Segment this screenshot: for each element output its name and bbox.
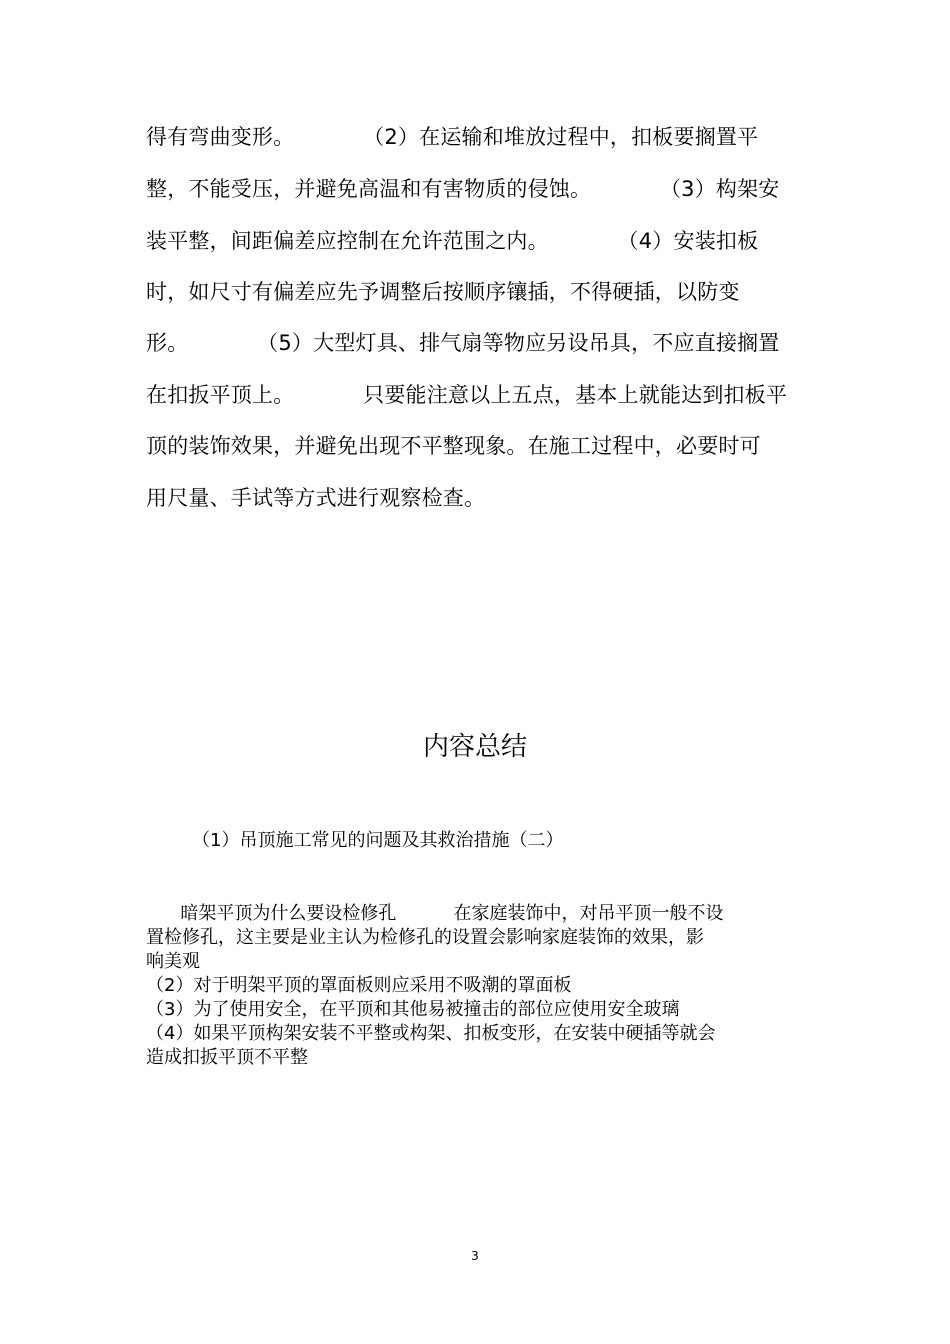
summary-line-2: 置检修孔，这主要是业主认为检修孔的设置会影响家庭装饰的效果，影 (146, 927, 704, 948)
summary-title: 内容总结 (422, 732, 527, 762)
summary-item-2: （2）对于明架平顶的罩面板则应采用不吸潮的罩面板 (146, 975, 572, 996)
summary-subheading: （1）吊顶施工常见的问题及其救治措施（二） (192, 830, 564, 851)
summary-line-3: 响美观 (146, 951, 200, 972)
body-line-4: 时，如尺寸有偏差应先予调整后按顺序镶插，不得硬插，以防变 (146, 280, 740, 304)
body-line-7: 顶的装饰效果，并避免出现不平整现象。在施工过程中，必要时可 (146, 434, 761, 458)
summary-line-1: 暗架平顶为什么要设检修孔 在家庭装饰中，对吊平顶一般不设 (146, 903, 724, 924)
body-line-8: 用尺量、手试等方式进行观察检查。 (146, 486, 486, 510)
body-line-6: 在扣扳平顶上。 只要能注意以上五点，基本上就能达到扣板平 (146, 383, 788, 407)
page-number: 3 (471, 1249, 479, 1263)
summary-item-3: （3）为了使用安全，在平顶和其他易被撞击的部位应使用安全玻璃 (146, 999, 680, 1020)
body-line-5: 形。 （5）大型灯具、排气扇等物应另设吊具，不应直接搁置 (146, 331, 780, 355)
body-line-1: 得有弯曲变形。 （2）在运输和堆放过程中，扣板要搁置平 (146, 125, 759, 149)
body-line-2: 整，不能受压，并避免高温和有害物质的侵蚀。 （3）构架安 (146, 177, 780, 201)
summary-item-4-continued: 造成扣扳平顶不平整 (146, 1047, 308, 1068)
summary-item-4: （4）如果平顶构架安装不平整或构架、扣板变形，在安装中硬插等就会 (146, 1023, 716, 1044)
body-line-3: 装平整，间距偏差应控制在允许范围之内。 （4）安装扣板 (146, 229, 759, 253)
